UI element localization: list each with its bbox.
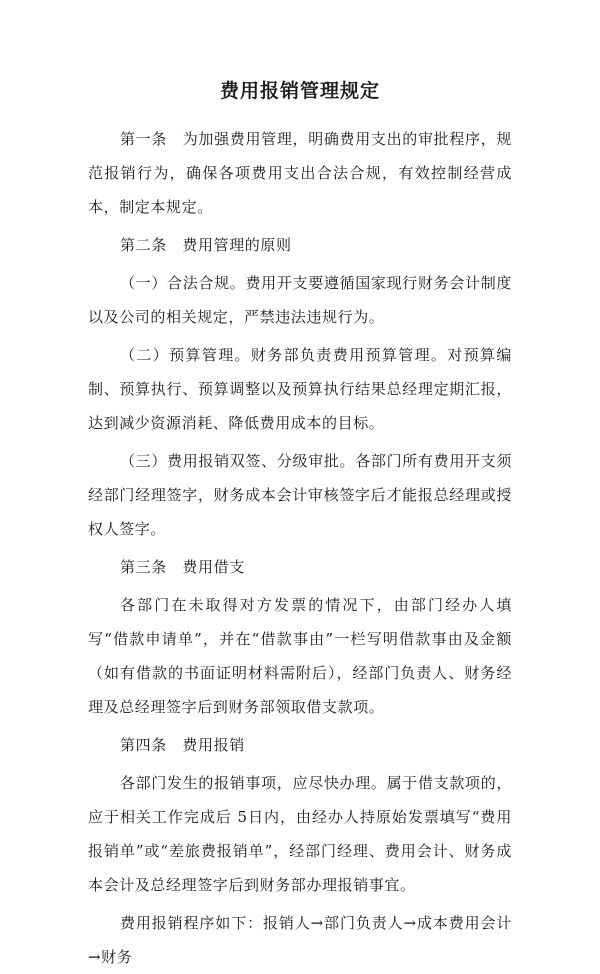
article-2-item-1: （一）合法合规。费用开支要遵循国家现行财务会计制度以及公司的相关规定，严禁违法违规行为。: [88, 274, 512, 326]
article-1-paragraph: 第一条 为加强费用管理，明确费用支出的审批程序，规范报销行为，确保各项费用支出合法合规，有效控制经营成本，制定本规定。: [88, 130, 512, 216]
article-4-procedure: 费用报销程序如下：报销人→部门负责人→成本费用会计→财务: [88, 914, 512, 966]
article-4-paragraph: 各部门发生的报销事项，应尽快办理。属于借支款项的，应于相关工作完成后 5日内，由经办人持原始发票填写“费用报销单”或“差旅费报销单”，经部门经理、费用会计、财务成本会计及总经理签字后到财务部办理报销事宜。: [88, 774, 512, 894]
article-3-paragraph: 各部门在未取得对方发票的情况下，由部门经办人填写“借款申请单”，并在“借款事由”一栏写明借款事由及金额（如有借款的书面证明材料需附后），经部门负责人、财务经理及总经理签字后到财务部领取借支款项。: [88, 596, 512, 716]
article-2-item-3: （三）费用报销双签、分级审批。各部门所有费用开支须经部门经理签字，财务成本会计审核签字后才能报总经理或授权人签字。: [88, 452, 512, 538]
article-4-heading: 第四条 费用报销: [120, 736, 245, 754]
document-title: 费用报销管理规定: [219, 80, 380, 102]
article-2-item-2: （二）预算管理。财务部负责费用预算管理。对预算编制、预算执行、预算调整以及预算执行结果总经理定期汇报，达到减少资源消耗、降低费用成本的目标。: [88, 346, 512, 432]
article-2-heading: 第二条 费用管理的原则: [120, 236, 292, 254]
article-3-heading: 第三条 费用借支: [120, 558, 245, 576]
